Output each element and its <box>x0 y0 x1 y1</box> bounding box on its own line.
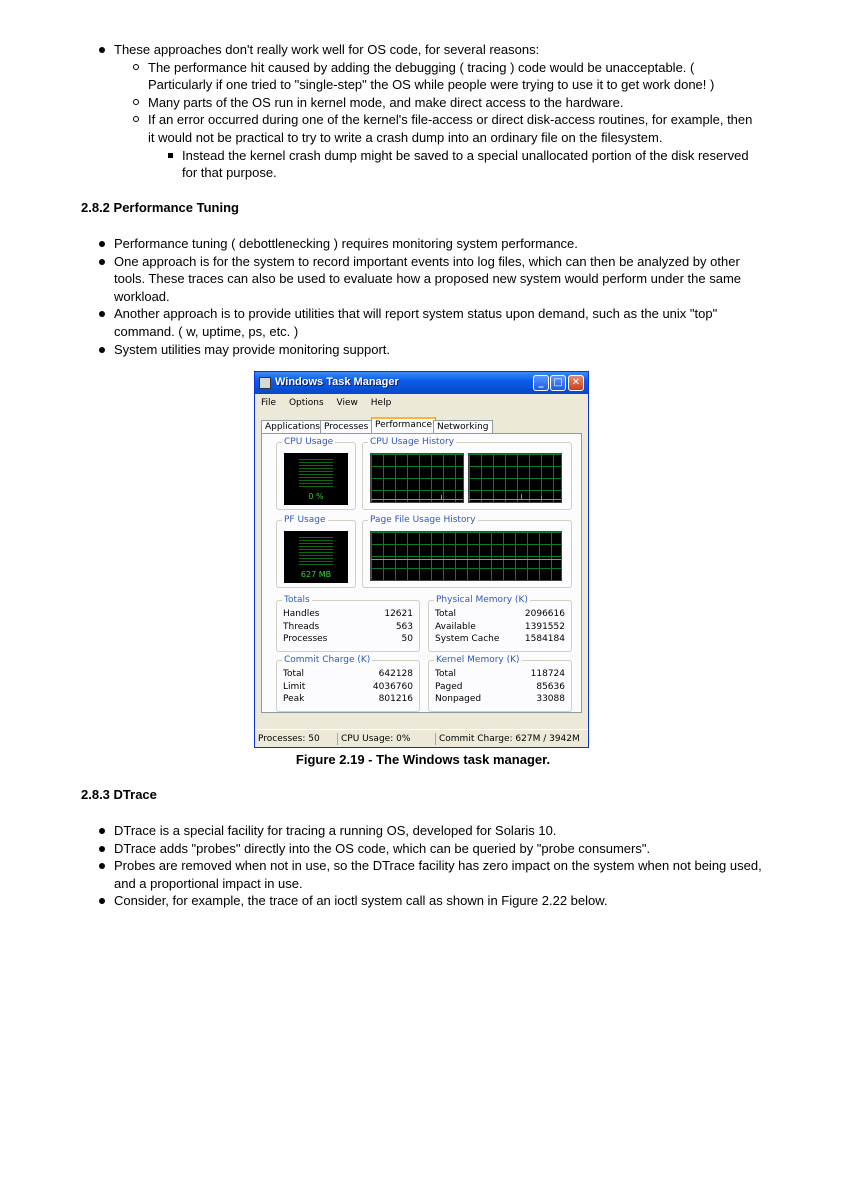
task-manager-window <box>254 371 589 748</box>
pf-meter-bars <box>299 537 333 567</box>
stat-value: 4036760 <box>372 682 413 692</box>
stat-key: Handles <box>283 609 320 619</box>
stat-value: 642128 <box>378 669 413 679</box>
stat-key: Limit <box>283 682 306 692</box>
cpu-usage-meter <box>284 453 348 505</box>
stat-value: 33088 <box>536 694 565 704</box>
list-item: Another approach is to provide utilities that will report system status upon demand, such as the unix "top" command. ( w, uptime, ps, etc. ) <box>98 305 768 340</box>
list-item: System utilities may provide monitoring support. <box>98 341 768 359</box>
stat-row <box>283 669 413 681</box>
menu-options[interactable]: Options <box>288 398 324 408</box>
totals-label: Totals <box>284 595 310 605</box>
pf-usage-label: PF Usage <box>284 515 326 525</box>
stat-value: 801216 <box>378 694 413 704</box>
list-item: Consider, for example, the trace of an ioctl system call as shown in Figure 2.22 below. <box>98 892 768 910</box>
tab-processes[interactable]: Processes <box>320 420 372 433</box>
physical-memory-group <box>428 595 572 652</box>
list-item: One approach is for the system to record important events into log files, which can then be analyzed by other tools. These traces can also be used to evaluate how a proposed new system would perform under the same workload. <box>98 253 768 306</box>
commit-charge-group <box>276 655 420 712</box>
cpu-history-graph-1 <box>370 453 464 503</box>
pf-usage-meter <box>284 531 348 583</box>
stat-value: 1584184 <box>524 634 565 644</box>
stat-value: 563 <box>395 622 413 632</box>
list-item-text: These approaches don't really work well for OS code, for several reasons: <box>114 42 540 57</box>
stat-value: 85636 <box>536 682 565 692</box>
stat-row <box>435 682 565 694</box>
stat-key: Paged <box>435 682 463 692</box>
section-heading: 2.8.3 DTrace <box>81 787 157 802</box>
window-title: Windows Task Manager <box>275 376 399 388</box>
sub-list-item: The performance hit caused by adding the debugging ( tracing ) code would be unacceptable. ( Particularly if one tried to "single-step" the OS while people were trying to use it to get work done! ) <box>132 59 762 94</box>
kernel-memory-group <box>428 655 572 712</box>
close-button[interactable]: ✕ <box>568 375 584 391</box>
list-item: DTrace adds "probes" directly into the OS code, which can be queried by "probe consumers". <box>98 840 768 858</box>
stat-row <box>435 634 565 646</box>
cpu-usage-value: 0 % <box>308 492 324 501</box>
stat-row <box>283 634 413 646</box>
stat-key: Nonpaged <box>435 694 482 704</box>
stat-row <box>283 682 413 694</box>
graph-spike <box>441 495 442 500</box>
stat-value: 12621 <box>384 609 413 619</box>
pf-usage-value: 627 MB <box>300 570 332 579</box>
list-item: Performance tuning ( debottlenecking ) requires monitoring system performance. <box>98 235 768 253</box>
sub-list-item <box>132 111 762 181</box>
menu-file[interactable]: File <box>261 398 277 408</box>
stat-value: 118724 <box>530 669 565 679</box>
cpu-usage-group <box>276 437 356 510</box>
cpu-usage-label: CPU Usage <box>284 437 334 447</box>
graph-line <box>371 559 561 560</box>
performance-tuning-list <box>98 235 768 358</box>
cpu-history-group <box>362 437 572 510</box>
sub-list-item-text: If an error occurred during one of the kernel's file-access or direct disk-access routines, for example, then it would not be practical to try to write a crash dump into an ordinary file on the filesystem. <box>148 112 753 145</box>
stat-row <box>435 609 565 621</box>
sub-sub-list-item: Instead the kernel crash dump might be saved to a special unallocated portion of the disk reserved for that purpose. <box>166 147 762 182</box>
stat-row <box>283 622 413 634</box>
stat-row <box>435 669 565 681</box>
maximize-button[interactable]: □ <box>550 375 566 391</box>
list-item: Probes are removed when not in use, so the DTrace facility has zero impact on the system when not being used, and a proportional impact in use. <box>98 857 768 892</box>
stat-key: Available <box>435 622 476 632</box>
tab-performance[interactable]: Performance <box>371 417 436 434</box>
tab-applications[interactable]: Applications <box>261 420 324 433</box>
intro-list <box>98 41 768 182</box>
stat-key: Threads <box>283 622 320 632</box>
kernel-memory-label: Kernel Memory (K) <box>436 655 520 665</box>
stat-key: Total <box>283 669 305 679</box>
cpu-meter-bars <box>299 459 333 489</box>
stat-key: Total <box>435 609 457 619</box>
graph-line <box>469 499 561 500</box>
sub-sub-list <box>166 147 762 182</box>
stat-row <box>435 622 565 634</box>
stat-key: Peak <box>283 694 305 704</box>
dtrace-list <box>98 822 768 910</box>
graph-line <box>371 499 463 500</box>
menu-view[interactable]: View <box>336 398 358 408</box>
list-item <box>98 41 768 182</box>
app-icon <box>259 377 271 389</box>
totals-group <box>276 595 420 652</box>
title-bar[interactable] <box>255 372 588 394</box>
pf-history-group <box>362 515 572 588</box>
status-commit: Commit Charge: 627M / 3942M <box>435 733 585 745</box>
status-bar <box>255 729 588 748</box>
pf-history-label: Page File Usage History <box>370 515 476 525</box>
list-item: DTrace is a special facility for tracing a running OS, developed for Solaris 10. <box>98 822 768 840</box>
cpu-history-graph-2 <box>468 453 562 503</box>
stat-value: 2096616 <box>524 609 565 619</box>
tab-networking[interactable]: Networking <box>433 420 493 433</box>
figure-caption: Figure 2.19 - The Windows task manager. <box>295 752 551 767</box>
cpu-history-label: CPU Usage History <box>370 437 455 447</box>
menu-bar <box>261 398 401 408</box>
sub-list <box>132 59 762 182</box>
stat-key: Total <box>435 669 457 679</box>
graph-spike <box>521 494 522 500</box>
stat-key: System Cache <box>435 634 500 644</box>
stat-row <box>283 694 413 706</box>
pf-history-graph <box>370 531 562 581</box>
performance-panel <box>261 433 582 713</box>
stat-value: 50 <box>401 634 413 644</box>
minimize-button[interactable]: _ <box>533 375 549 391</box>
physical-memory-label: Physical Memory (K) <box>436 595 528 605</box>
stat-row <box>283 609 413 621</box>
commit-charge-label: Commit Charge (K) <box>284 655 371 665</box>
graph-spike <box>541 496 542 500</box>
status-cpu: CPU Usage: 0% <box>337 733 433 745</box>
stat-row <box>435 694 565 706</box>
stat-key: Processes <box>283 634 328 644</box>
section-heading: 2.8.2 Performance Tuning <box>81 200 239 215</box>
pf-usage-group <box>276 515 356 588</box>
stat-value: 1391552 <box>524 622 565 632</box>
sub-list-item: Many parts of the OS run in kernel mode, and make direct access to the hardware. <box>132 94 762 112</box>
menu-help[interactable]: Help <box>370 398 392 408</box>
status-processes: Processes: 50 <box>258 734 320 744</box>
